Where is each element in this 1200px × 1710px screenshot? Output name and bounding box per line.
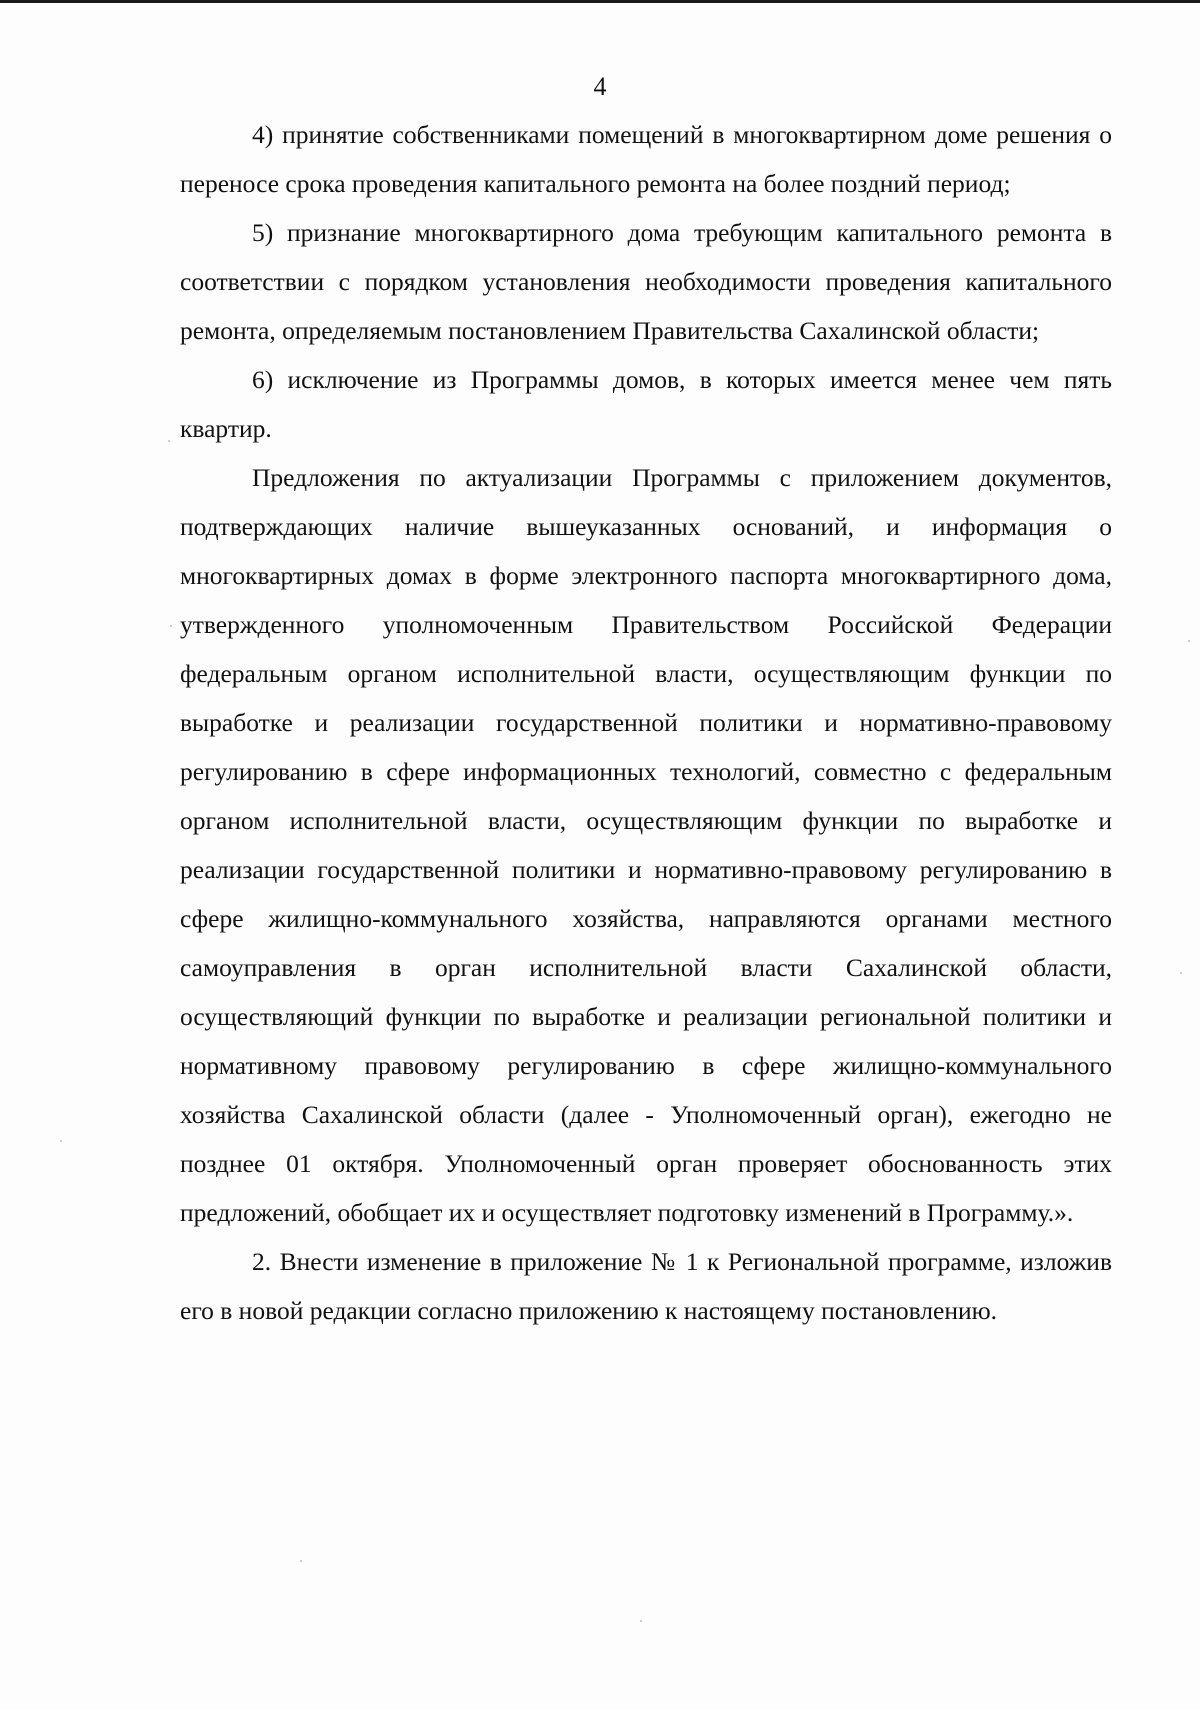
- paragraph-item-4: 4) принятие собственниками помещений в многоквартирном доме решения о переносе срока проведения капитального ремонта на более поздний период;: [180, 120, 1112, 198]
- paragraph-point-2: 2. Внести изменение в приложение № 1 к Региональной программе, изложив его в новой редакции согласно приложению к настоящему постановлению.: [180, 1247, 1112, 1325]
- scan-speck: [1180, 972, 1182, 974]
- scan-top-edge: [0, 0, 1200, 3]
- paragraph-proposals: Предложения по актуализации Программы с приложением документов, подтверждающих наличие вышеуказанных оснований, и информация о многоквартирных домах в форме электронного паспорта многоквартирного дома, утвержденного уполномоченным Правительством Российской Федерации федеральным органом исполнительной власти, осуществляющим функции по выработке и реализации государственной политики и нормативно-правовому регулированию в сфере информационных технологий, совместно с федеральным органом исполнительной власти, осуществляющим функции по выработке и реализации государственной политики и нормативно-правовому регулированию в сфере жилищно-коммунального хозяйства, направляются органами местного самоуправления в орган исполнительной власти Сахалинской области, осуществляющий функции по выработке и реализации региональной политики и нормативному правовому регулированию в сфере жилищно-коммунального хозяйства Сахалинской области (далее - Уполномоченный орган), ежегодно не позднее 01 октября. Уполномоченный орган проверяет обоснованность этих предложений, обобщает их и осуществляет подготовку изменений в Программу.».: [180, 463, 1112, 1227]
- scan-speck: [1188, 640, 1190, 642]
- paragraph-item-6: 6) исключение из Программы домов, в которых имеется менее чем пять квартир.: [180, 365, 1112, 443]
- paragraph-item-5: 5) признание многоквартирного дома требующим капитального ремонта в соответствии с порядком установления необходимости проведения капитального ремонта, определяемым постановлением Правительства Сахалинской области;: [180, 218, 1112, 345]
- page-number: 4: [593, 72, 607, 101]
- scan-speck: [640, 1620, 642, 1622]
- scan-speck: [60, 1140, 62, 1142]
- scan-speck: [168, 440, 170, 442]
- scan-speck: [300, 1560, 302, 1562]
- scan-speck: [170, 625, 172, 627]
- document-body: [180, 110, 1112, 1335]
